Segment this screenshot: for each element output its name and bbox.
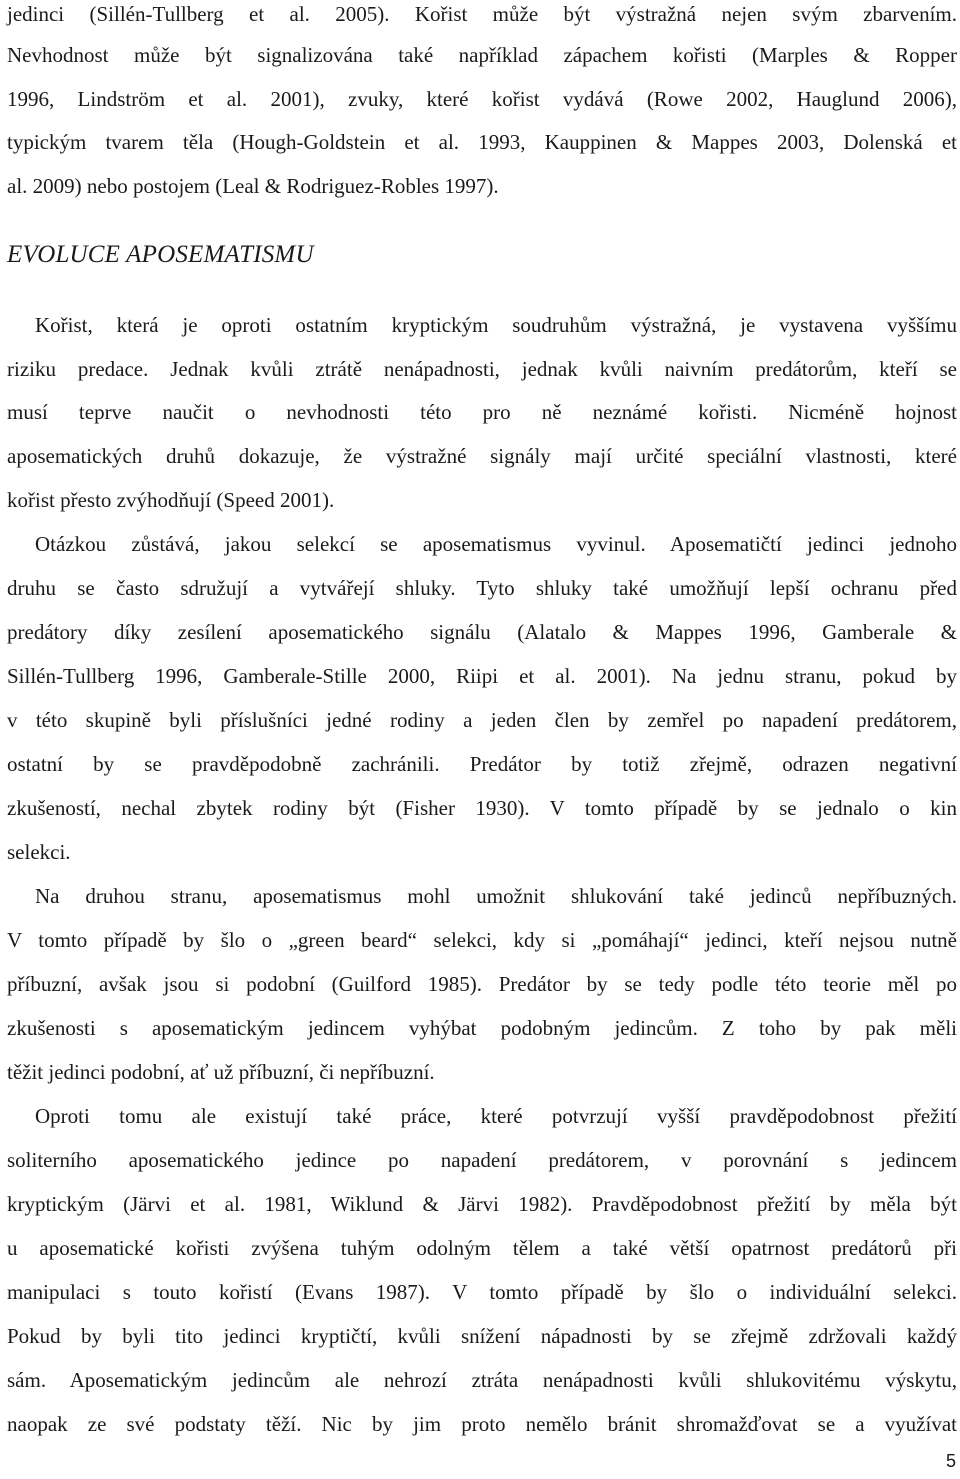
text-line: jedinci (Sillén-Tullberg et al. 2005). Kořist může být výstražná nejen svým zbarvením. bbox=[7, 2, 957, 26]
text-line: Sillén-Tullberg 1996, Gamberale-Stille 2000, Riipi et al. 2001). Na jednu stranu, pokud by bbox=[7, 664, 957, 688]
text-line: ostatní by se pravděpodobně zachránili. Predátor by totiž zřejmě, odrazen negativní bbox=[7, 752, 957, 776]
text-line: manipulaci s touto kořistí (Evans 1987). V tomto případě by šlo o individuální selekci. bbox=[7, 1280, 957, 1304]
text-line: aposematických druhů dokazuje, že výstražné signály mají určité speciální vlastnosti, které bbox=[7, 444, 957, 468]
page-number: 5 bbox=[945, 1451, 956, 1471]
text-line: V tomto případě by šlo o „green beard“ selekci, kdy si „pomáhají“ jedinci, kteří nejsou nutně bbox=[7, 928, 957, 952]
text-line: Na druhou stranu, aposematismus mohl umožnit shlukování také jedinců nepříbuzných. bbox=[35, 884, 957, 908]
text-line: druhu se často sdružují a vytvářejí shluky. Tyto shluky také umožňují lepší ochranu před bbox=[7, 576, 957, 600]
text-line: al. 2009) nebo postojem (Leal & Rodriguez-Robles 1997). bbox=[7, 174, 499, 198]
text-line: příbuzní, avšak jsou si podobní (Guilford 1985). Predátor by se tedy podle této teorie měl po bbox=[7, 972, 957, 996]
text-line: Pokud by byli tito jedinci kryptičtí, kvůli snížení nápadnosti by se zřejmě zdržovali každý bbox=[7, 1324, 957, 1348]
text-line: 1996, Lindström et al. 2001), zvuky, které kořist vydává (Rowe 2002, Hauglund 2006), bbox=[7, 87, 957, 111]
text-line: musí teprve naučit o nevhodnosti této pro ně neznámé kořisti. Nicméně hojnost bbox=[7, 400, 957, 424]
section-heading: EVOLUCE APOSEMATISMU bbox=[7, 241, 314, 268]
text-line: Nevhodnost může být signalizována také například zápachem kořisti (Marples & Ropper bbox=[7, 43, 957, 67]
text-line: zkušenosti s aposematickým jedincem vyhýbat podobným jedincům. Z toho by pak měli bbox=[7, 1016, 957, 1040]
text-line: predátory díky zesílení aposematického signálu (Alatalo & Mappes 1996, Gamberale & bbox=[7, 620, 957, 644]
text-line: kořist přesto zvýhodňují (Speed 2001). bbox=[7, 488, 335, 512]
text-line: Otázkou zůstává, jakou selekcí se aposematismus vyvinul. Aposematičtí jedinci jednoho bbox=[35, 532, 957, 556]
text-line: Oproti tomu ale existují také práce, které potvrzují vyšší pravděpodobnost přežití bbox=[35, 1104, 957, 1128]
text-line: selekci. bbox=[7, 840, 71, 864]
text-line: naopak ze své podstaty těží. Nic by jim proto nemělo bránit shromažďovat se a využívat bbox=[7, 1412, 957, 1436]
text-line: typickým tvarem těla (Hough-Goldstein et al. 1993, Kauppinen & Mappes 2003, Dolenská et bbox=[7, 130, 957, 154]
text-line: u aposematické kořisti zvýšena tuhým odolným tělem a také větší opatrnost predátorů při bbox=[7, 1236, 957, 1260]
text-line: riziku predace. Jednak kvůli ztrátě nenápadnosti, jednak kvůli naivním predátorům, kteří se bbox=[7, 357, 957, 381]
text-line: kryptickým (Järvi et al. 1981, Wiklund & Järvi 1982). Pravděpodobnost přežití by měla být bbox=[7, 1192, 957, 1216]
text-line: Kořist, která je oproti ostatním kryptickým soudruhům výstražná, je vystavena vyššímu bbox=[35, 313, 957, 337]
text-line: sám. Aposematickým jedincům ale nehrozí ztráta nenápadnosti kvůli shlukovitému výskytu, bbox=[7, 1368, 957, 1392]
text-line: zkušeností, nechal zbytek rodiny být (Fisher 1930). V tomto případě by se jednalo o kin bbox=[7, 796, 957, 820]
text-line: těžit jedinci podobní, ať už příbuzní, či nepříbuzní. bbox=[7, 1060, 435, 1084]
text-line: v této skupině byli příslušníci jedné rodiny a jeden člen by zemřel po napadení predátorem, bbox=[7, 708, 957, 732]
text-line: soliterního aposematického jedince po napadení predátorem, v porovnání s jedincem bbox=[7, 1148, 957, 1172]
